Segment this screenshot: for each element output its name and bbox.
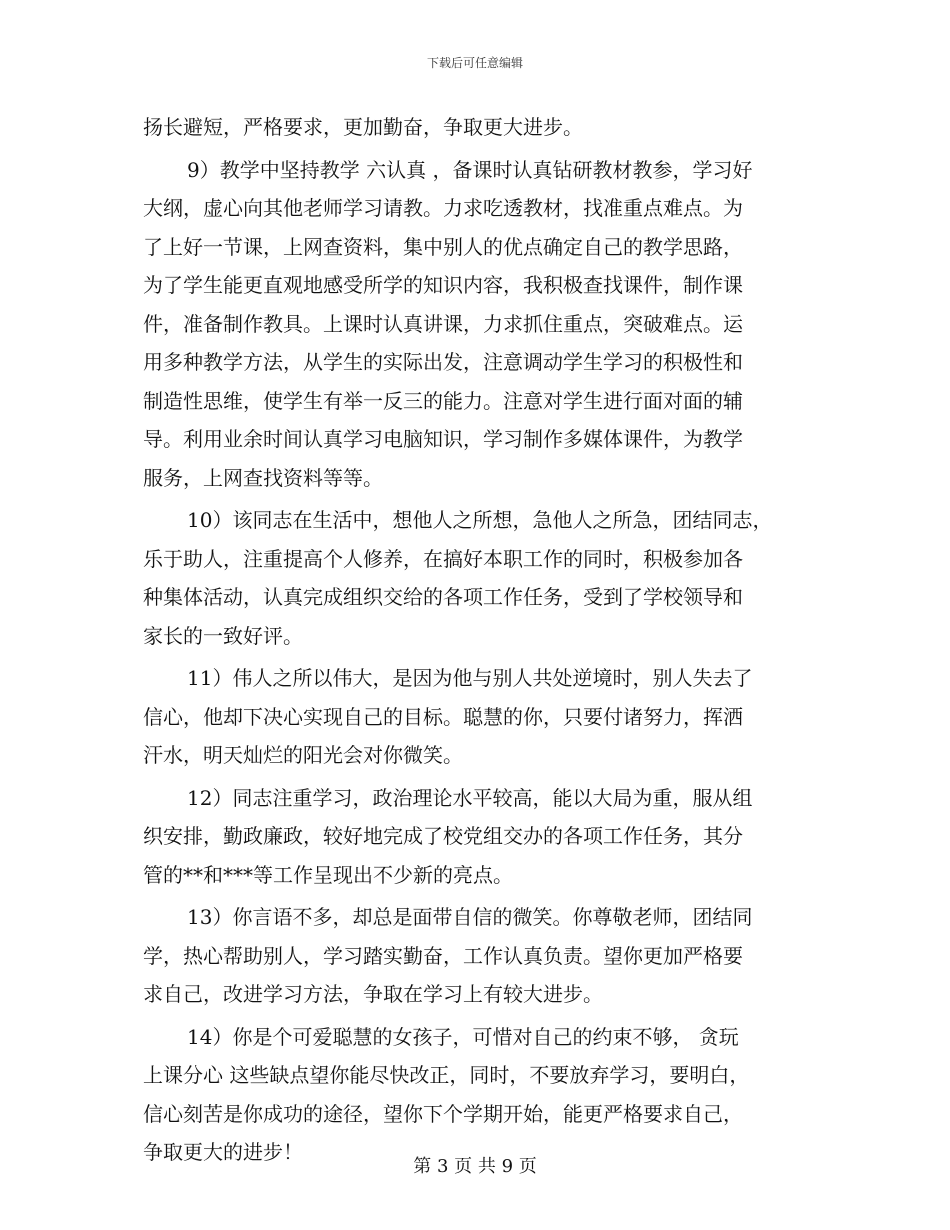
- text-line: 上课分心 这些缺点望你能尽快改正，同时，不要放弃学习，要明白，: [143, 1063, 750, 1087]
- paragraph: [143, 1018, 819, 1172]
- paragraph: [143, 108, 819, 147]
- text-line: 用多种教学方法，从学生的实际出发，注意调动学生学习的积极性和: [143, 350, 743, 374]
- text-line: 件，准备制作教具。上课时认真讲课，力求抓住重点，突破难点。运: [143, 311, 743, 336]
- text-line: 乐于助人，注重提高个人修养，在搞好本职工作的同时，积极参加各: [143, 546, 743, 571]
- text-line: 导。利用业余时间认真学习电脑知识，学习制作多媒体课件，为教学: [143, 427, 743, 451]
- text-line: 争取更大的进步！: [143, 1140, 303, 1164]
- text-line: 为了学生能更直观地感受所学的知识内容，我积极查找课件，制作课: [143, 273, 743, 297]
- text-line: 信心，他却下决心实现自己的目标。聪慧的你，只要付诸努力，挥洒: [143, 704, 743, 729]
- paragraph: [143, 659, 819, 775]
- paragraph: [143, 898, 819, 1014]
- text-line: 种集体活动，认真完成组织交给的各项工作任务，受到了学校领导和: [143, 585, 743, 609]
- text-line: 织安排，勤政廉政，较好地完成了校党组交办的各项工作任务，其分: [143, 824, 743, 848]
- page-number-footer: 第 3 页 共 9 页: [413, 1156, 537, 1177]
- text-line: 求自己，改进学习方法，争取在学习上有较大进步。: [143, 982, 603, 1006]
- text-line: 13）你言语不多，却总是面带自信的微笑。你尊敬老师，团结同: [187, 905, 753, 929]
- text-line: 学，热心帮助别人，学习踏实勤奋，工作认真负责。望你更加严格要: [143, 943, 743, 968]
- text-line: 信心刻苦是你成功的途径，望你下个学期开始，能更严格要求自己，: [143, 1101, 743, 1126]
- text-line: 12）同志注重学习，政治理论水平较高，能以大局为重，服从组: [187, 785, 753, 810]
- text-line: 了上好一节课，上网查资料，集中别人的优点确定自己的教学思路，: [143, 234, 743, 259]
- text-line: 制造性思维，使学生有举一反三的能力。注意对学生进行面对面的辅: [143, 388, 743, 413]
- text-line: 11）伟人之所以伟大，是因为他与别人共处逆境时，别人失去了: [187, 666, 753, 690]
- page-header: 下载后可任意编辑: [426, 56, 523, 70]
- text-line: 服务，上网查找资料等等。: [143, 465, 383, 490]
- text-line: 家长的一致好评。: [143, 623, 303, 648]
- text-line: 14）你是个可爱聪慧的女孩子，可惜对自己的约束不够， 贪玩: [187, 1024, 739, 1049]
- text-line: 大纲，虚心向其他老师学习请教。力求吃透教材，找准重点难点。为: [143, 196, 743, 220]
- text-line: 扬长避短，严格要求，更加勤奋，争取更大进步。: [143, 115, 583, 139]
- paragraph: [143, 779, 819, 895]
- text-line: 10）该同志在生活中，想他人之所想，急他人之所急，团结同志，: [187, 508, 773, 532]
- paragraph: [143, 501, 819, 655]
- text-line: 管的**和***等工作呈现出不少新的亮点。: [143, 862, 513, 887]
- paragraph: [143, 151, 819, 498]
- document-body: [143, 108, 819, 1172]
- text-line: 汗水，明天灿烂的阳光会对你微笑。: [143, 743, 463, 767]
- text-line: 9）教学中坚持教学 六认真 ，备课时认真钻研教材教参，学习好: [187, 157, 753, 182]
